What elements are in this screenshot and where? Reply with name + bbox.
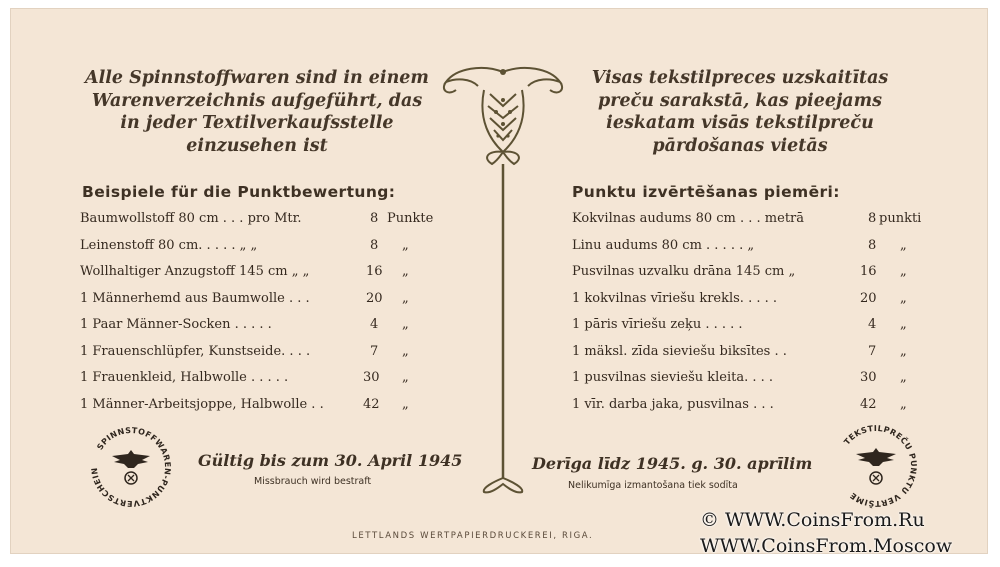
latvian-intro: Visas tekstilpreces uzskaitītas preču sarakstā, kas pieejams ieskatam visās tekstilpreču pārdošanas vietās [591,68,889,156]
table-row: 1 Männerhemd aus Baumwolle . . . 20 „ [80,290,409,306]
left-stamp [84,420,178,514]
table-row: Wollhaltiger Anzugstoff 145 cm „ „ 16 „ [80,264,409,279]
table-row: 1 vīr. darba jaka, pusvilnas . . . 42 „ [572,396,907,412]
table-row: 1 kokvilnas vīriešu krekls. . . . . 20 „ [572,290,907,306]
latvian-heading: Punktu izvērtēšanas piemēri: [572,183,840,201]
watermark-line-2: WWW.CoinsFrom.Moscow [700,535,953,557]
eagle-icon [112,450,150,484]
table-row: 1 Frauenkleid, Halbwolle . . . . . 30 „ [80,370,409,385]
latvian-warning: Nelikumīga izmantošana tiek sodīta [568,480,738,491]
eagle-icon [856,448,896,484]
table-row: 1 mäksl. zīda sieviešu biksītes . . 7 „ [572,343,907,359]
table-row: 1 Männer-Arbeitsjoppe, Halbwolle . . 42 „ [80,396,409,412]
german-validity: Gültig bis zum 30. April 1945 [198,451,463,470]
table-row: Leinenstoff 80 cm. . . . . „ „ 8 „ [80,237,409,253]
german-heading: Beispiele für die Punktbewertung: [82,183,396,201]
latvian-validity: Derīga līdz 1945. g. 30. aprīlim [532,454,813,473]
table-row: Linu audums 80 cm . . . . . „ 8 „ [572,237,907,253]
latvian-points-table [572,211,922,423]
table-row: 1 Frauenschlüpfer, Kunstseide. . . . 7 „ [80,343,409,359]
german-points-table [80,211,450,423]
svg-text:SPINNSTOFFWAREN-PUNKTVERTSCHEI: SPINNSTOFFWAREN-PUNKTVERTSCHEIN [89,425,173,509]
table-row: Pusvilnas uzvalku drāna 145 cm „ 16 „ [572,264,907,279]
table-row: Baumwollstoff 80 cm . . . pro Mtr. 8 Punkte [80,211,434,226]
table-row: 1 pāris vīriešu zeķu . . . . . 4 „ [572,317,907,332]
watermark-line-1: © WWW.CoinsFrom.Ru [700,509,925,531]
german-intro: Alle Spinnstoffwaren sind in einem Warenverzeichnis aufgeführt, das in jeder Textilverkaufsstelle einzusehen ist [85,68,429,156]
right-stamp [828,418,924,514]
svg-text:TEKSTILPREČU PUNKTU VERTŠIME: TEKSTILPREČU PUNKTU VERTŠIME [842,423,919,509]
table-row: 1 Paar Männer-Socken . . . . . 4 „ [80,317,409,332]
table-row: Kokvilnas audums 80 cm . . . metrā 8 punkti [572,211,922,226]
table-row: 1 pusvilnas sieviešu kleita. . . . 30 „ [572,370,907,385]
german-warning: Missbrauch wird bestraft [254,476,372,487]
ornament-plant [438,60,568,498]
printer-imprint: LETTLANDS WERTPAPIERDRUCKEREI, RIGA. [352,531,594,541]
